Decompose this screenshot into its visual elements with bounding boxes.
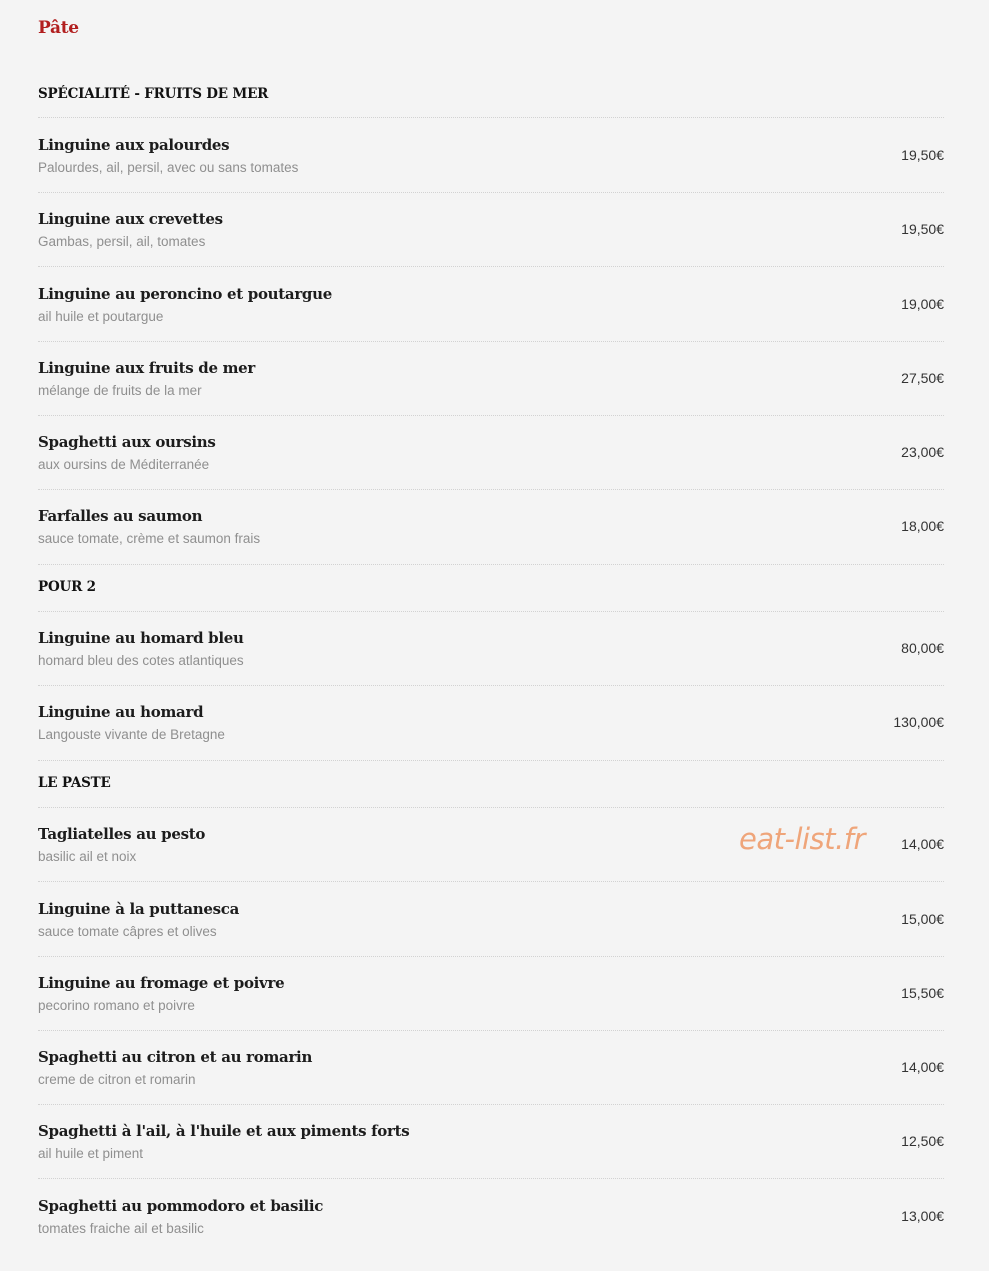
item-price: 80,00€ [901,640,944,656]
item-name: Linguine à la puttanesca [38,900,240,918]
section-heading-pour-2: POUR 2 [38,579,96,595]
divider [38,192,944,193]
item-description: sauce tomate, crème et saumon frais [38,531,261,546]
section-heading-fruits-de-mer: SPÉCIALITÉ - FRUITS DE MER [38,86,269,102]
section-heading-le-paste: LE PASTE [38,775,111,791]
divider [38,415,944,416]
divider [38,956,944,957]
item-description: ail huile et poutargue [38,309,164,324]
divider [38,564,944,565]
item-name: Tagliatelles au pesto [38,825,206,843]
item-description: Langouste vivante de Bretagne [38,727,225,742]
divider [38,1030,944,1031]
menu-item [38,1197,944,1271]
item-description: pecorino romano et poivre [38,998,195,1013]
menu-item [38,1122,944,1196]
item-price: 19,50€ [901,147,944,163]
item-price: 15,50€ [901,985,944,1001]
item-description: ail huile et piment [38,1146,144,1161]
item-name: Spaghetti au citron et au romarin [38,1048,313,1066]
divider [38,807,944,808]
item-description: sauce tomate câpres et olives [38,924,217,939]
divider [38,1178,944,1179]
item-name: Linguine au peroncino et poutargue [38,285,332,303]
item-price: 12,50€ [901,1133,944,1149]
divider [38,760,944,761]
item-price: 18,00€ [901,518,944,534]
item-name: Spaghetti à l'ail, à l'huile et aux piments forts [38,1122,410,1140]
page-title: Pâte [38,18,79,38]
divider [38,1104,944,1105]
divider [38,341,944,342]
item-name: Linguine aux crevettes [38,210,223,228]
item-description: creme de citron et romarin [38,1072,196,1087]
divider [38,266,944,267]
item-description: homard bleu des cotes atlantiques [38,653,244,668]
item-name: Linguine aux fruits de mer [38,359,256,377]
menu-item [38,136,944,210]
item-price: 23,00€ [901,444,944,460]
menu-item [38,285,944,359]
item-price: 14,00€ [901,836,944,852]
item-description: aux oursins de Méditerranée [38,457,210,472]
item-price: 14,00€ [901,1059,944,1075]
menu-item [38,507,944,581]
item-name: Spaghetti aux oursins [38,433,216,451]
menu-item [38,974,944,1048]
item-description: Palourdes, ail, persil, avec ou sans tomates [38,160,299,175]
item-name: Linguine au fromage et poivre [38,974,285,992]
item-price: 130,00€ [893,714,944,730]
watermark: eat-list.fr [739,822,865,856]
divider [38,881,944,882]
menu-item [38,359,944,433]
menu-item [38,433,944,507]
menu-item [38,1048,944,1122]
item-price: 19,50€ [901,221,944,237]
item-description: mélange de fruits de la mer [38,383,202,398]
divider [38,685,944,686]
divider [38,611,944,612]
item-price: 15,00€ [901,911,944,927]
menu-item [38,629,944,703]
item-description: Gambas, persil, ail, tomates [38,234,206,249]
menu-item [38,210,944,284]
item-description: basilic ail et noix [38,849,137,864]
divider [38,117,944,118]
item-name: Linguine aux palourdes [38,136,230,154]
menu-item [38,900,944,974]
item-name: Spaghetti au pommodoro et basilic [38,1197,324,1215]
item-description: tomates fraiche ail et basilic [38,1221,204,1236]
item-name: Linguine au homard [38,703,204,721]
divider [38,489,944,490]
item-name: Farfalles au saumon [38,507,203,525]
item-price: 13,00€ [901,1208,944,1224]
item-name: Linguine au homard bleu [38,629,244,647]
item-price: 27,50€ [901,370,944,386]
menu-item [38,703,944,777]
item-price: 19,00€ [901,296,944,312]
